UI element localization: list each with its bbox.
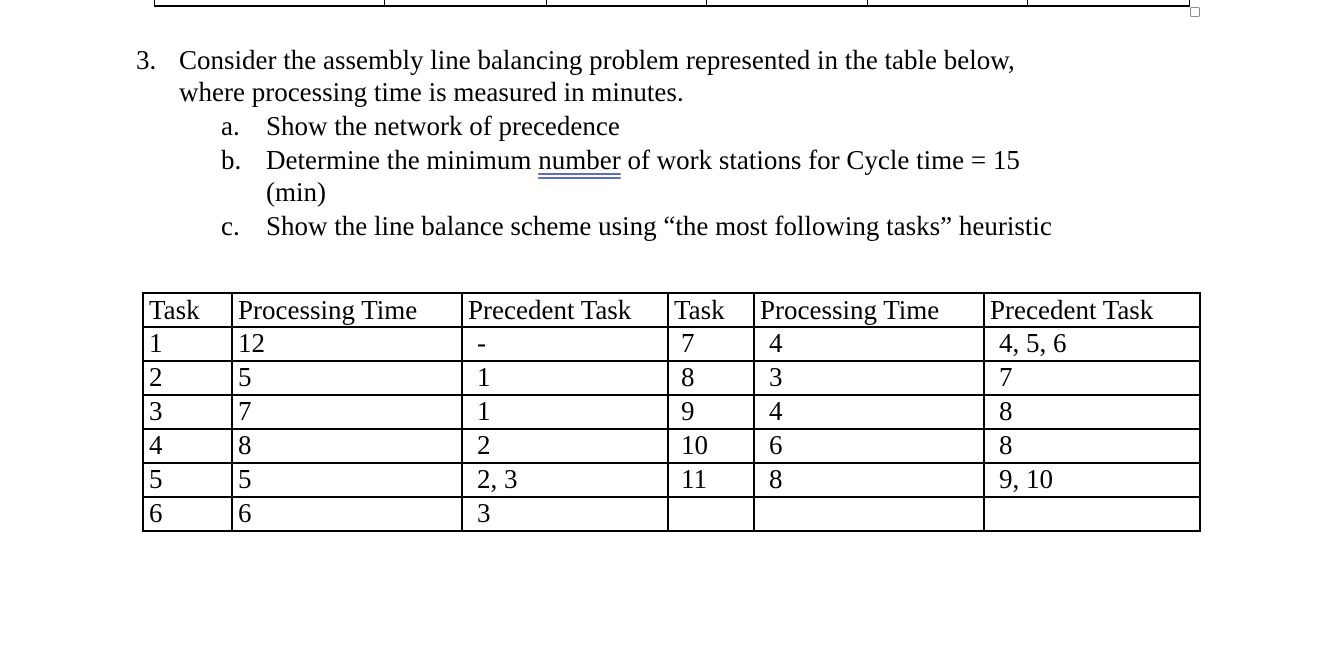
table-cell: 7 xyxy=(668,327,754,361)
table-cell: 7 xyxy=(984,361,1200,395)
table-cell: 4 xyxy=(754,327,984,361)
table-cell: 11 xyxy=(668,463,754,497)
header-processing-time-2: Processing Time xyxy=(754,293,984,327)
table-row xyxy=(143,361,1200,395)
header-precedent-task: Precedent Task xyxy=(462,293,668,327)
part-b-letter: b. xyxy=(221,145,242,175)
table-cell: 4, 5, 6 xyxy=(984,327,1200,361)
part-b-text-before: Determine the minimum xyxy=(266,145,539,175)
header-task: Task xyxy=(143,293,232,327)
part-b-text-after: of work stations for Cycle time = 15 xyxy=(620,145,1020,175)
table-cell: 8 xyxy=(232,429,462,463)
table-cell: 12 xyxy=(232,327,462,361)
table-row xyxy=(143,497,1200,531)
table-cell: 6 xyxy=(754,429,984,463)
table-cell: - xyxy=(462,327,668,361)
table-cell: 3 xyxy=(462,497,668,531)
table-cell: 4 xyxy=(143,429,232,463)
table-cell: 3 xyxy=(754,361,984,395)
header-processing-time: Processing Time xyxy=(232,293,462,327)
table-cell xyxy=(668,497,754,531)
table-cell: 2, 3 xyxy=(462,463,668,497)
table-cell xyxy=(984,497,1200,531)
table-cell: 7 xyxy=(232,395,462,429)
table-cell: 6 xyxy=(232,497,462,531)
header-task-2: Task xyxy=(668,293,754,327)
table-header-row xyxy=(143,293,1200,327)
question-number: 3. xyxy=(136,45,157,75)
table-cell: 3 xyxy=(143,395,232,429)
table-cell: 1 xyxy=(462,361,668,395)
table-cell xyxy=(754,497,984,531)
table-cell: 10 xyxy=(668,429,754,463)
previous-table-bottom-edge xyxy=(154,0,1190,7)
table-cell: 9 xyxy=(668,395,754,429)
table-row xyxy=(143,327,1200,361)
question-text xyxy=(179,44,1119,108)
part-a-text: Show the network of precedence xyxy=(266,111,620,141)
part-a-letter: a. xyxy=(221,111,240,141)
table-cell: 5 xyxy=(232,463,462,497)
part-c-text: Show the line balance scheme using “the most following tasks” heuristic xyxy=(266,211,1052,241)
table-cell: 1 xyxy=(462,395,668,429)
table-cell: 8 xyxy=(754,463,984,497)
question-line-2: where processing time is measured in minutes. xyxy=(179,77,684,107)
table-cell: 8 xyxy=(984,395,1200,429)
table-cell: 2 xyxy=(462,429,668,463)
table-cell: 6 xyxy=(143,497,232,531)
table-resize-handle-icon[interactable] xyxy=(1190,7,1200,17)
table-cell: 4 xyxy=(754,395,984,429)
table-cell: 5 xyxy=(232,361,462,395)
spellcheck-underlined-word[interactable]: number xyxy=(538,145,621,175)
table-cell: 8 xyxy=(668,361,754,395)
table-cell: 8 xyxy=(984,429,1200,463)
part-b-text-line2: (min) xyxy=(266,177,326,207)
table-cell: 2 xyxy=(143,361,232,395)
table-cell: 1 xyxy=(143,327,232,361)
part-c-letter: c. xyxy=(221,211,240,241)
question-line-1: Consider the assembly line balancing problem represented in the table below, xyxy=(179,45,1015,75)
table-cell: 5 xyxy=(143,463,232,497)
part-b-text xyxy=(266,144,1020,176)
table-row xyxy=(143,429,1200,463)
task-table xyxy=(142,292,1201,532)
header-precedent-task-2: Precedent Task xyxy=(984,293,1200,327)
table-row xyxy=(143,395,1200,429)
table-cell: 9, 10 xyxy=(984,463,1200,497)
table-row xyxy=(143,463,1200,497)
